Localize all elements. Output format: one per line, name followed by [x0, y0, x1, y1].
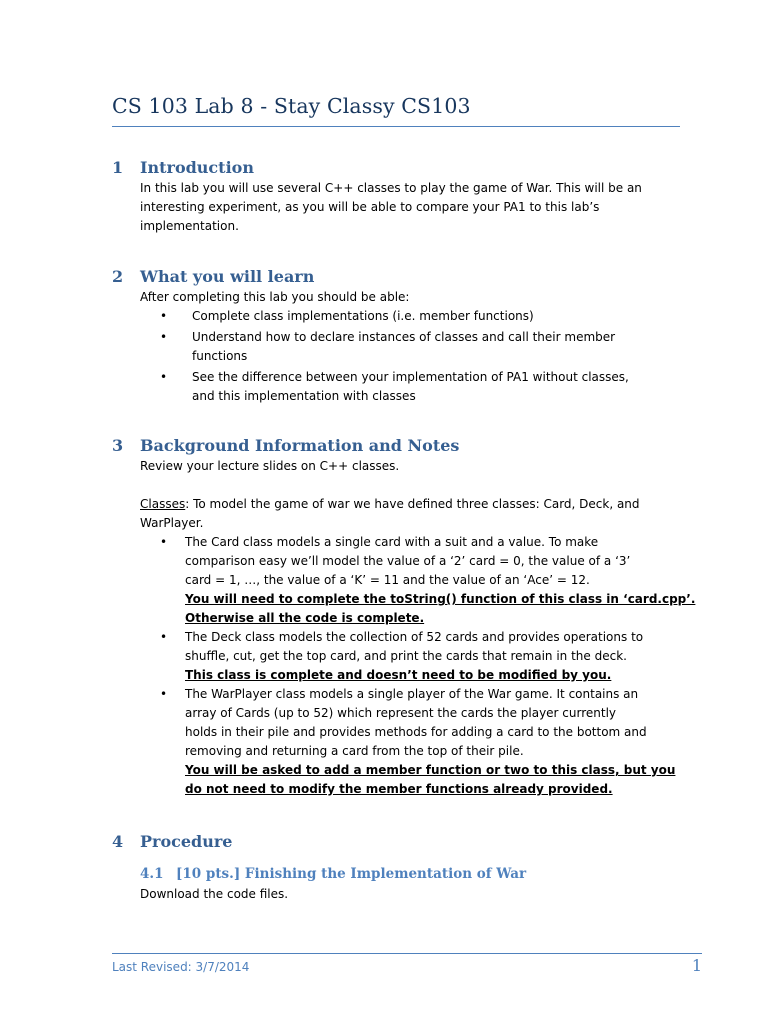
subsection-4-1-heading: [140, 866, 526, 882]
list-item-line: Complete class implementations (i.e. member functions): [192, 309, 534, 323]
list-item-card-class: [160, 533, 696, 628]
classes-text: : To model the game of war we have defined three classes: Card, Deck, and: [185, 497, 640, 511]
section-title: Procedure: [140, 832, 233, 851]
section-3-heading: [112, 436, 459, 455]
last-revised-text: Last Revised: 3/7/2014: [112, 960, 250, 974]
list-item-line: The Deck class models the collection of 52 cards and provides operations to: [185, 630, 644, 644]
emphasis-line: Otherwise all the code is complete.: [185, 611, 425, 625]
section-4-heading: [112, 832, 232, 851]
section-title: What you will learn: [140, 267, 315, 286]
section-number: 1: [112, 158, 124, 177]
paragraph-line: WarPlayer.: [140, 516, 204, 530]
classes-list: [160, 533, 696, 799]
emphasis-line: This class is complete and doesn’t need to be modified by you.: [185, 668, 612, 682]
emphasis-line: You will be asked to add a member function or two to this class, but you: [185, 763, 676, 777]
list-item-line: The WarPlayer class models a single player of the War game. It contains an: [185, 687, 639, 701]
title-divider: [112, 126, 680, 127]
background-intro: [140, 457, 660, 476]
list-item-warplayer-class: [160, 685, 680, 799]
emphasis-line: do not need to modify the member functions already provided.: [185, 782, 613, 796]
list-item-line: card = 1, …, the value of a ‘K’ = 11 and the value of an ‘Ace’ = 12.: [185, 573, 590, 587]
paragraph-line: interesting experiment, as you will be able to compare your PA1 to this lab’s: [140, 200, 600, 214]
page-number: 1: [691, 956, 702, 975]
emphasis-line: You will need to complete the toString() function of this class in ‘card.cpp’.: [185, 592, 696, 606]
footer-divider: [112, 953, 702, 954]
list-item-line: The Card class models a single card with a suit and a value. To make: [185, 535, 599, 549]
section-number: 3: [112, 436, 124, 455]
list-item-line: functions: [192, 349, 248, 363]
paragraph-line: Review your lecture slides on C++ classes.: [140, 459, 400, 473]
section-title: Introduction: [140, 158, 254, 177]
list-item-line: See the difference between your implementation of PA1 without classes,: [192, 370, 629, 384]
classes-label: Classes: [140, 497, 186, 511]
section-2-heading: [112, 267, 314, 286]
list-item-line: comparison easy we’ll model the value of a ‘2’ card = 0, the value of a ‘3’: [185, 554, 631, 568]
bullet-icon: •: [160, 309, 168, 323]
introduction-paragraph: [140, 179, 660, 236]
section-number: 4: [112, 832, 124, 851]
list-item-line: and this implementation with classes: [192, 389, 416, 403]
list-item: [160, 368, 680, 406]
paragraph-line: After completing this lab you should be able:: [140, 290, 410, 304]
learn-intro: [140, 288, 660, 307]
subsection-number: 4.1: [140, 866, 164, 882]
bullet-icon: •: [160, 630, 168, 644]
section-1-heading: [112, 158, 254, 177]
list-item: [160, 328, 680, 366]
list-item-deck-class: [160, 628, 680, 685]
document-title: CS 103 Lab 8 - Stay Classy CS103: [112, 94, 471, 118]
bullet-icon: •: [160, 687, 168, 701]
list-item: [160, 307, 680, 326]
subsection-title: [10 pts.] Finishing the Implementation of War: [176, 866, 527, 882]
section-number: 2: [112, 267, 124, 286]
classes-paragraph: [140, 495, 660, 533]
paragraph-line: implementation.: [140, 219, 239, 233]
learning-goals-list: [160, 307, 680, 406]
list-item-line: Understand how to declare instances of classes and call their member: [192, 330, 616, 344]
bullet-icon: •: [160, 535, 168, 549]
paragraph-line: [140, 495, 660, 514]
paragraph-line: Download the code files.: [140, 887, 289, 901]
list-item-line: holds in their pile and provides methods for adding a card to the bottom and: [185, 725, 647, 739]
list-item-line: array of Cards (up to 52) which represent the cards the player currently: [185, 706, 617, 720]
list-item-line: shuffle, cut, get the top card, and print the cards that remain in the deck.: [185, 649, 627, 663]
paragraph-line: In this lab you will use several C++ classes to play the game of War. This will be an: [140, 181, 642, 195]
list-item-line: removing and returning a card from the top of their pile.: [185, 744, 524, 758]
section-title: Background Information and Notes: [140, 436, 460, 455]
procedure-paragraph: [140, 885, 660, 904]
bullet-icon: •: [160, 330, 168, 344]
bullet-icon: •: [160, 370, 168, 384]
